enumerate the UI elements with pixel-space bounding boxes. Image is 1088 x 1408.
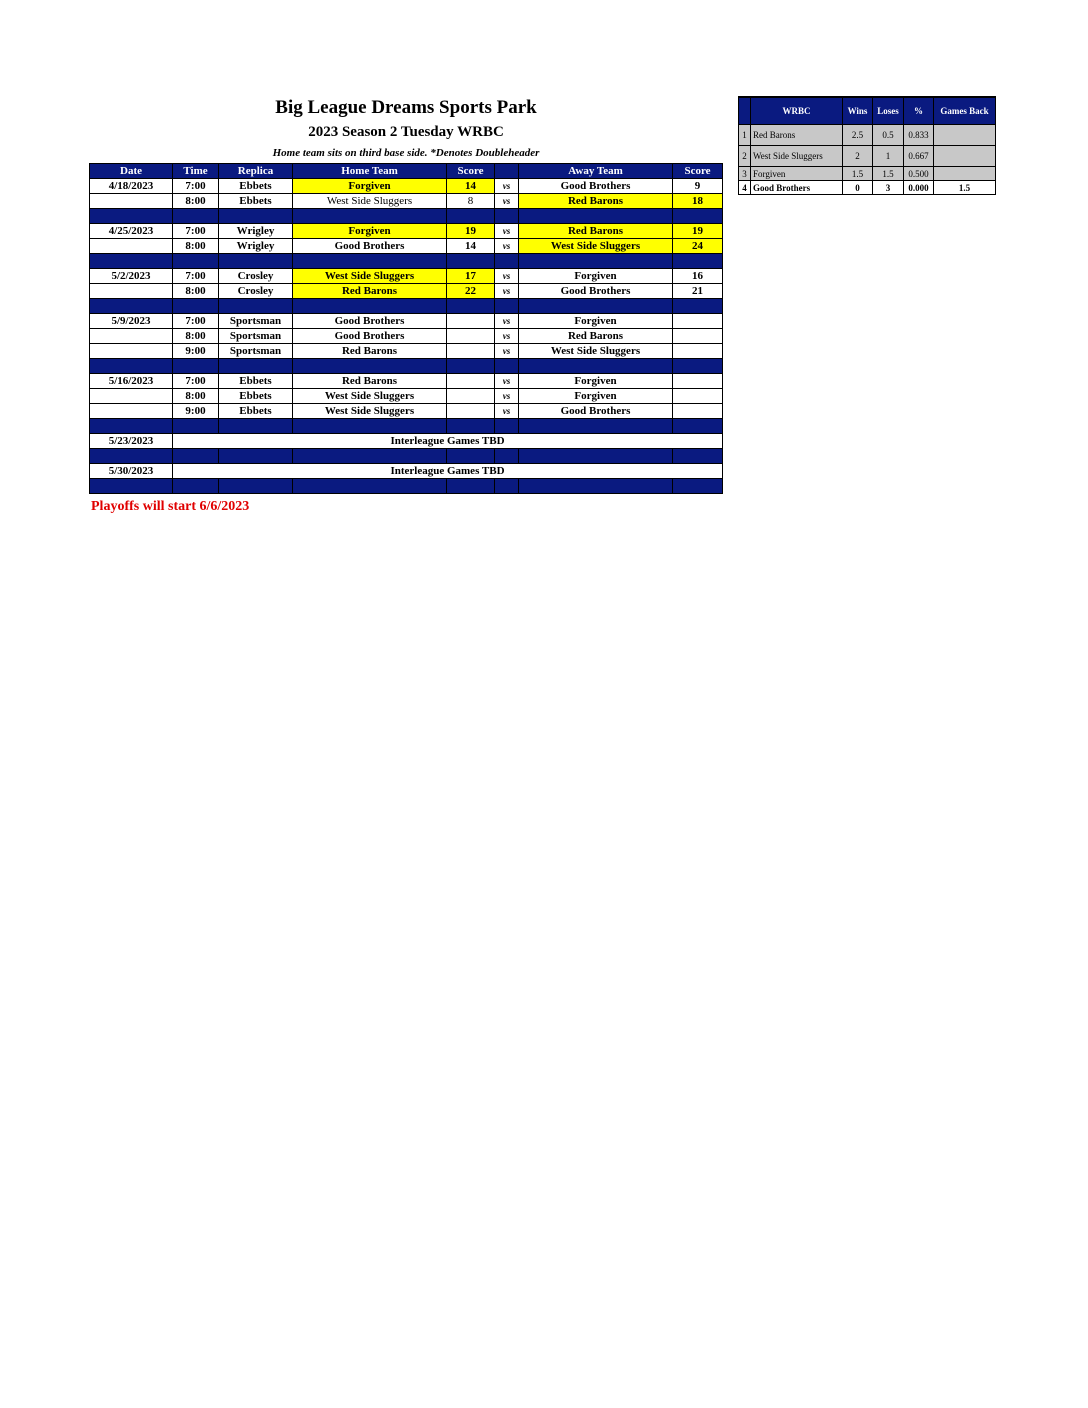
vs-label: vs xyxy=(495,389,519,404)
game-time: 7:00 xyxy=(173,314,219,329)
separator-row xyxy=(90,419,723,434)
separator-row xyxy=(90,209,723,224)
game-time: 9:00 xyxy=(173,404,219,419)
games-back xyxy=(934,125,996,146)
vs-label: vs xyxy=(495,329,519,344)
game-replica: Ebbets xyxy=(219,194,293,209)
home-team: Good Brothers xyxy=(293,239,447,254)
away-score xyxy=(673,344,723,359)
away-team: Red Barons xyxy=(519,224,673,239)
game-time: 7:00 xyxy=(173,224,219,239)
table-row xyxy=(90,269,723,284)
vs-label: vs xyxy=(495,374,519,389)
vs-label: vs xyxy=(495,239,519,254)
col-replica: Replica xyxy=(219,164,293,179)
pct: 0.500 xyxy=(904,167,934,181)
home-team: Good Brothers xyxy=(293,329,447,344)
vs-label: vs xyxy=(495,344,519,359)
col-pct: % xyxy=(904,97,934,125)
col-games-back: Games Back xyxy=(934,97,996,125)
away-score: 19 xyxy=(673,224,723,239)
game-date: 5/30/2023 xyxy=(90,464,173,479)
page-subtitle: 2023 Season 2 Tuesday WRBC xyxy=(308,124,504,140)
game-replica: Crosley xyxy=(219,269,293,284)
vs-label: vs xyxy=(495,404,519,419)
table-row xyxy=(90,314,723,329)
wins: 0 xyxy=(843,181,873,195)
game-date xyxy=(90,329,173,344)
wins: 2 xyxy=(843,146,873,167)
loses: 1 xyxy=(873,146,904,167)
col-away-team: Away Team xyxy=(519,164,673,179)
vs-label: vs xyxy=(495,224,519,239)
away-team: Red Barons xyxy=(519,329,673,344)
game-date: 4/25/2023 xyxy=(90,224,173,239)
wins: 2.5 xyxy=(843,125,873,146)
home-team: West Side Sluggers xyxy=(293,194,447,209)
table-row xyxy=(90,389,723,404)
rank: 3 xyxy=(739,167,751,181)
table-row xyxy=(90,329,723,344)
home-team: Forgiven xyxy=(293,179,447,194)
interleague-note: Interleague Games TBD xyxy=(173,464,723,479)
game-date xyxy=(90,404,173,419)
game-date: 5/16/2023 xyxy=(90,374,173,389)
home-score xyxy=(447,374,495,389)
home-team: Red Barons xyxy=(293,374,447,389)
game-time: 8:00 xyxy=(173,329,219,344)
home-score: 22 xyxy=(447,284,495,299)
game-replica: Sportsman xyxy=(219,344,293,359)
home-score xyxy=(447,389,495,404)
separator-row xyxy=(90,299,723,314)
table-row xyxy=(90,224,723,239)
away-score xyxy=(673,404,723,419)
game-replica: Sportsman xyxy=(219,314,293,329)
away-team: Forgiven xyxy=(519,269,673,284)
game-replica: Wrigley xyxy=(219,239,293,254)
col-home-score: Score xyxy=(447,164,495,179)
table-row xyxy=(90,194,723,209)
away-team: West Side Sluggers xyxy=(519,239,673,254)
game-date xyxy=(90,284,173,299)
home-score: 17 xyxy=(447,269,495,284)
vs-label: vs xyxy=(495,194,519,209)
col-away-score: Score xyxy=(673,164,723,179)
game-replica: Crosley xyxy=(219,284,293,299)
games-back xyxy=(934,146,996,167)
col-team: WRBC xyxy=(751,97,843,125)
home-score: 19 xyxy=(447,224,495,239)
away-team: West Side Sluggers xyxy=(519,344,673,359)
game-time: 7:00 xyxy=(173,179,219,194)
pct: 0.833 xyxy=(904,125,934,146)
home-team: West Side Sluggers xyxy=(293,269,447,284)
col-time: Time xyxy=(173,164,219,179)
home-team: Good Brothers xyxy=(293,314,447,329)
team-name: Forgiven xyxy=(751,167,843,181)
col-wins: Wins xyxy=(843,97,873,125)
interleague-note: Interleague Games TBD xyxy=(173,434,723,449)
away-score xyxy=(673,329,723,344)
away-team: Good Brothers xyxy=(519,404,673,419)
table-row xyxy=(90,404,723,419)
game-date: 5/23/2023 xyxy=(90,434,173,449)
wins: 1.5 xyxy=(843,167,873,181)
standings-row xyxy=(739,181,996,195)
away-score: 16 xyxy=(673,269,723,284)
away-score: 21 xyxy=(673,284,723,299)
away-score: 24 xyxy=(673,239,723,254)
game-time: 8:00 xyxy=(173,239,219,254)
pct: 0.000 xyxy=(904,181,934,195)
separator-row xyxy=(90,359,723,374)
home-team: Forgiven xyxy=(293,224,447,239)
away-team: Red Barons xyxy=(519,194,673,209)
col-date: Date xyxy=(90,164,173,179)
col-home-team: Home Team xyxy=(293,164,447,179)
home-team: West Side Sluggers xyxy=(293,389,447,404)
separator-row xyxy=(90,479,723,494)
game-time: 7:00 xyxy=(173,374,219,389)
game-date xyxy=(90,389,173,404)
game-replica: Ebbets xyxy=(219,389,293,404)
game-date xyxy=(90,344,173,359)
away-team: Forgiven xyxy=(519,374,673,389)
game-replica: Ebbets xyxy=(219,404,293,419)
game-time: 9:00 xyxy=(173,344,219,359)
game-replica: Sportsman xyxy=(219,329,293,344)
col-vs xyxy=(495,164,519,179)
standings-table xyxy=(738,96,996,195)
table-row xyxy=(90,464,723,479)
table-row xyxy=(90,284,723,299)
game-date xyxy=(90,239,173,254)
home-score xyxy=(447,329,495,344)
standings-row xyxy=(739,167,996,181)
games-back: 1.5 xyxy=(934,181,996,195)
away-team: Good Brothers xyxy=(519,179,673,194)
game-replica: Ebbets xyxy=(219,179,293,194)
game-date xyxy=(90,194,173,209)
table-row xyxy=(90,239,723,254)
standings-header-row xyxy=(739,97,996,125)
rank: 2 xyxy=(739,146,751,167)
table-row xyxy=(90,374,723,389)
home-team: Red Barons xyxy=(293,344,447,359)
playoffs-notice: Playoffs will start 6/6/2023 xyxy=(91,499,250,514)
separator-row xyxy=(90,254,723,269)
game-date: 4/18/2023 xyxy=(90,179,173,194)
standings-row xyxy=(739,146,996,167)
loses: 3 xyxy=(873,181,904,195)
game-time: 7:00 xyxy=(173,269,219,284)
game-time: 8:00 xyxy=(173,284,219,299)
away-team: Forgiven xyxy=(519,389,673,404)
home-score: 8 xyxy=(447,194,495,209)
away-score xyxy=(673,374,723,389)
separator-row xyxy=(90,449,723,464)
table-row xyxy=(90,179,723,194)
home-score xyxy=(447,314,495,329)
loses: 1.5 xyxy=(873,167,904,181)
vs-label: vs xyxy=(495,179,519,194)
game-date: 5/9/2023 xyxy=(90,314,173,329)
team-name: West Side Sluggers xyxy=(751,146,843,167)
home-team: West Side Sluggers xyxy=(293,404,447,419)
standings-row xyxy=(739,125,996,146)
home-score: 14 xyxy=(447,239,495,254)
rank: 1 xyxy=(739,125,751,146)
page-title: Big League Dreams Sports Park xyxy=(275,97,537,118)
game-time: 8:00 xyxy=(173,194,219,209)
vs-label: vs xyxy=(495,269,519,284)
away-team: Good Brothers xyxy=(519,284,673,299)
vs-label: vs xyxy=(495,314,519,329)
table-row xyxy=(90,434,723,449)
home-score: 14 xyxy=(447,179,495,194)
schedule-note: Home team sits on third base side. *Denotes Doubleheader xyxy=(272,147,540,159)
vs-label: vs xyxy=(495,284,519,299)
game-time: 8:00 xyxy=(173,389,219,404)
away-score: 9 xyxy=(673,179,723,194)
rank: 4 xyxy=(739,181,751,195)
game-replica: Wrigley xyxy=(219,224,293,239)
pct: 0.667 xyxy=(904,146,934,167)
game-replica: Ebbets xyxy=(219,374,293,389)
away-score xyxy=(673,389,723,404)
col-loses: Loses xyxy=(873,97,904,125)
loses: 0.5 xyxy=(873,125,904,146)
game-date: 5/2/2023 xyxy=(90,269,173,284)
team-name: Red Barons xyxy=(751,125,843,146)
games-back xyxy=(934,167,996,181)
away-team: Forgiven xyxy=(519,314,673,329)
schedule-table xyxy=(89,163,723,494)
col-rank xyxy=(739,97,751,125)
away-score xyxy=(673,314,723,329)
home-score xyxy=(447,344,495,359)
away-score: 18 xyxy=(673,194,723,209)
team-name: Good Brothers xyxy=(751,181,843,195)
schedule-header-row xyxy=(90,164,723,179)
table-row xyxy=(90,344,723,359)
home-team: Red Barons xyxy=(293,284,447,299)
home-score xyxy=(447,404,495,419)
